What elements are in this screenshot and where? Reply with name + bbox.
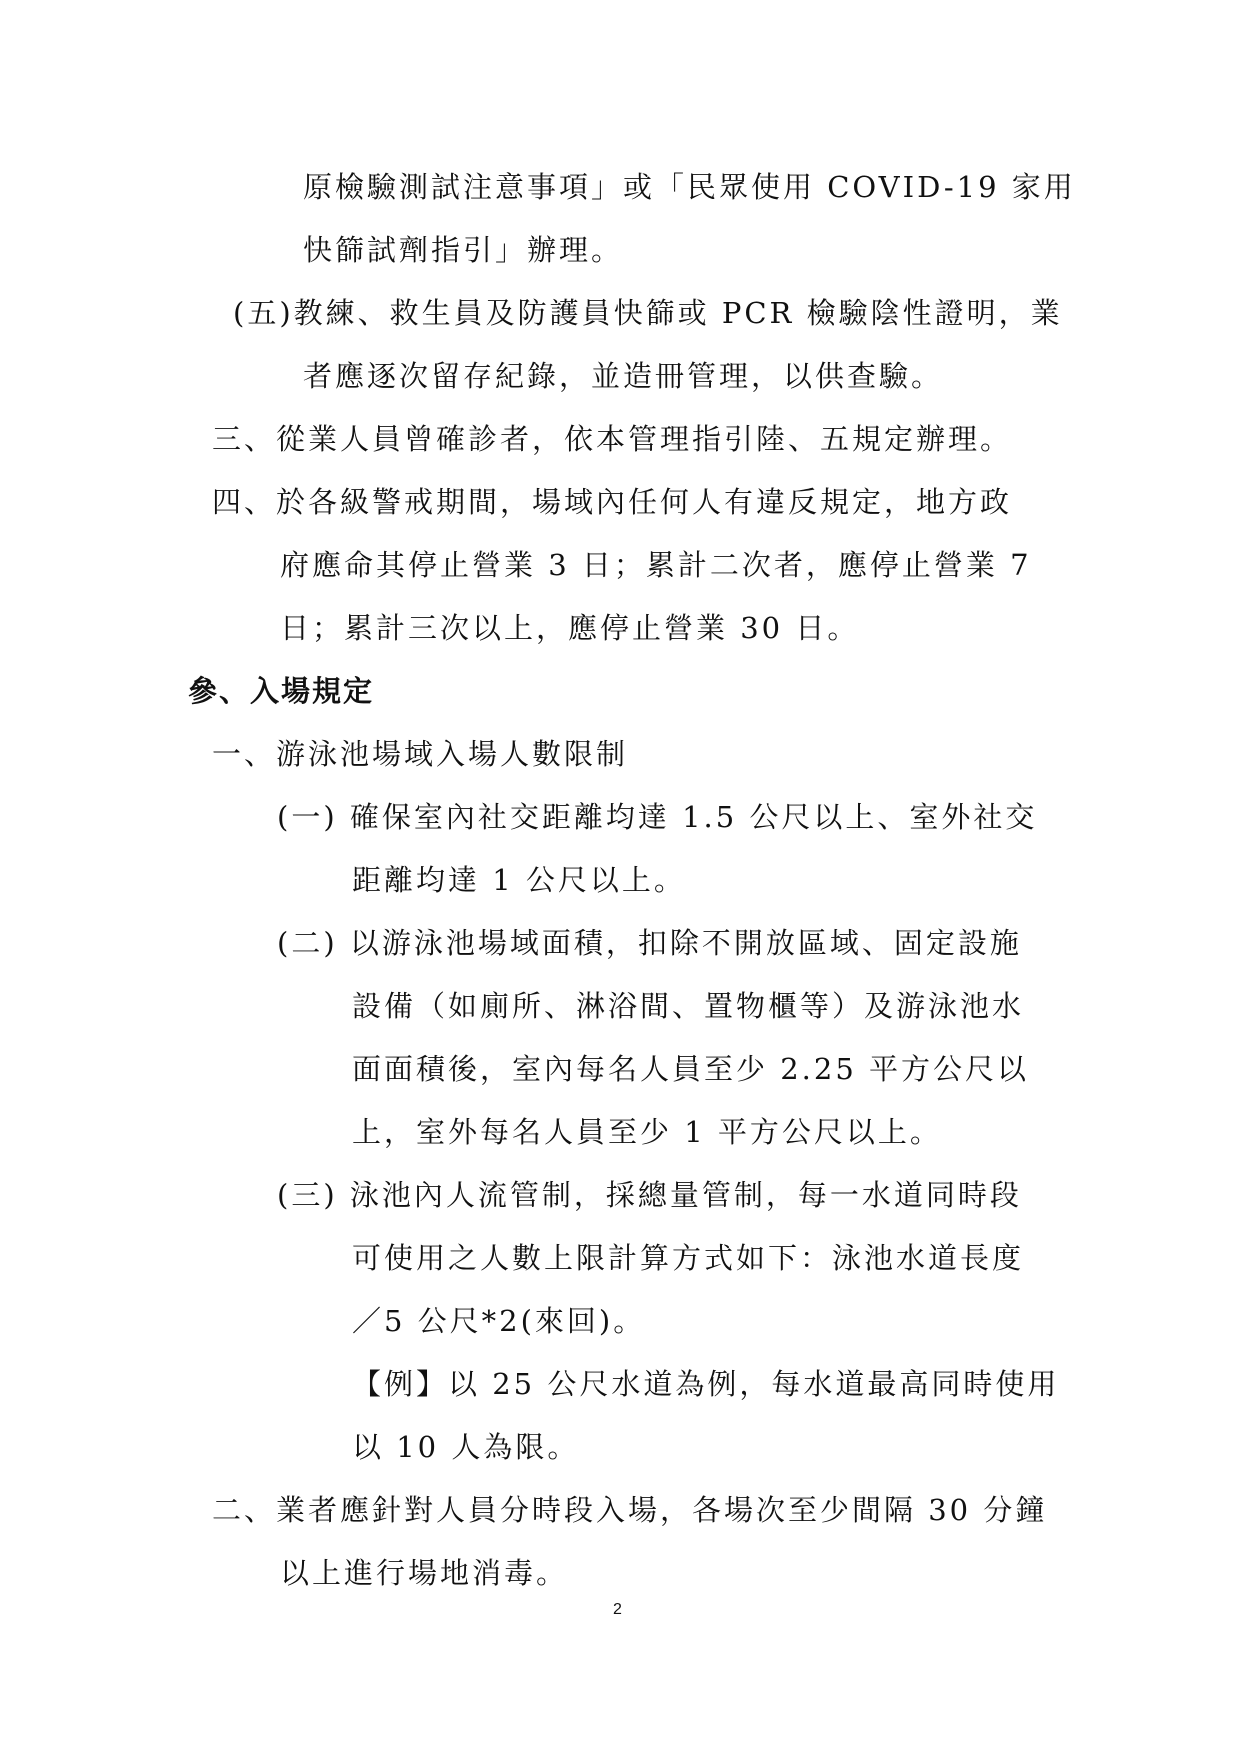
text-line: ／5 公尺*2(來回)。: [352, 1304, 646, 1338]
text-line: 距離均達 1 公尺以上。: [352, 863, 686, 897]
text-line: 日；累計三次以上，應停止營業 30 日。: [280, 611, 860, 645]
text-line: 面面積後，室內每名人員至少 2.25 平方公尺以: [352, 1052, 1030, 1086]
text-line: 可使用之人數上限計算方式如下：泳池水道長度: [352, 1241, 1025, 1275]
sub-item-3: (三) 泳池內人流管制，採總量管制，每一水道同時段: [277, 1178, 1022, 1212]
list-item-3: 三、從業人員曾確診者，依本管理指引陸、五規定辦理。: [212, 422, 1013, 456]
text-line: 快篩試劑指引」辦理。: [303, 233, 624, 267]
section-heading: 參、入場規定: [188, 674, 375, 708]
text-line: 者應逐次留存紀錄，並造冊管理，以供查驗。: [303, 359, 944, 393]
text-line: 原檢驗測試注意事項」或「民眾使用 COVID-19 家用: [303, 170, 1076, 204]
list-item-2: 二、業者應針對人員分時段入場，各場次至少間隔 30 分鐘: [212, 1493, 1048, 1527]
text-line: 以上進行場地消毒。: [280, 1556, 569, 1590]
example-line: 【例】以 25 公尺水道為例，每水道最高同時使用: [352, 1367, 1060, 1401]
list-item-4: 四、於各級警戒期間，場域內任何人有違反規定，地方政: [212, 485, 1013, 519]
text-line: 以 10 人為限。: [352, 1430, 580, 1464]
text-line: 設備（如廁所、淋浴間、置物櫃等）及游泳池水: [352, 989, 1025, 1023]
text-line: 府應命其停止營業 3 日；累計二次者，應停止營業 7: [280, 548, 1032, 582]
sub-item-1: (一) 確保室內社交距離均達 1.5 公尺以上、室外社交: [277, 800, 1038, 834]
list-item-5: (五)教練、救生員及防護員快篩或 PCR 檢驗陰性證明，業: [233, 296, 1063, 330]
text-line: 上，室外每名人員至少 1 平方公尺以上。: [352, 1115, 942, 1149]
list-item-1: 一、游泳池場域入場人數限制: [212, 737, 629, 771]
page-number: 2: [613, 1601, 622, 1618]
sub-item-2: (二) 以游泳池場域面積，扣除不開放區域、固定設施: [277, 926, 1022, 960]
